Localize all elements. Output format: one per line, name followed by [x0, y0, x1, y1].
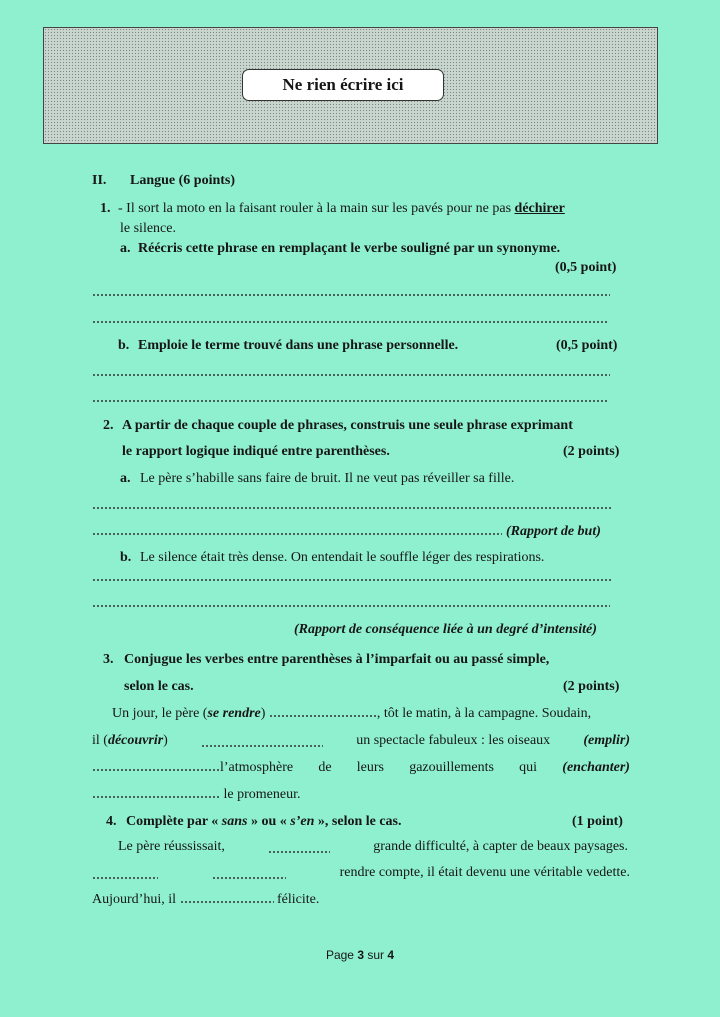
q4-text: Le père réussissait,	[118, 839, 225, 854]
q4-text-line2	[92, 864, 630, 882]
q4-points: (1 point)	[572, 814, 623, 829]
q3-verb: (enchanter)	[562, 760, 630, 775]
answer-blank[interactable]	[180, 901, 274, 903]
answer-blank[interactable]	[201, 745, 323, 747]
q1a-label: a.	[120, 241, 131, 256]
q4-instruction-text: » ou «	[247, 814, 291, 829]
q2-points: (2 points)	[563, 444, 620, 459]
q2a-rapport: (Rapport de but)	[506, 524, 601, 539]
q3-text: )	[260, 706, 269, 721]
answer-line[interactable]	[92, 579, 612, 581]
page-number-text: sur	[364, 948, 388, 962]
q3-text: l’atmosphère	[220, 760, 294, 775]
q3-text-line4	[92, 786, 300, 804]
page-number	[0, 948, 720, 962]
q4-option: sans	[221, 814, 248, 829]
q3-verb: découvrir	[107, 733, 164, 748]
q3-text: gazouillements	[409, 760, 494, 775]
q4-instruction	[126, 813, 402, 831]
q1a-points: (0,5 point)	[555, 260, 617, 275]
q4-text: Aujourd’hui, il	[92, 892, 176, 907]
answer-blank[interactable]	[268, 851, 330, 853]
answer-blank[interactable]	[92, 769, 220, 771]
q4-text: félicite.	[277, 892, 320, 907]
q4-text: grande difficulté, à capter de beaux paysages.	[373, 839, 628, 854]
q3-text-line2	[92, 732, 630, 750]
q1b-instruction: Emploie le terme trouvé dans une phrase personnelle.	[138, 338, 459, 353]
q2-instruction-line1: A partir de chaque couple de phrases, construis une seule phrase exprimant	[122, 418, 573, 433]
q2b-rapport: (Rapport de conséquence liée à un degré d’intensité)	[294, 622, 597, 637]
q1a-instruction: Réécris cette phrase en remplaçant le verbe souligné par un synonyme.	[138, 241, 561, 256]
reserved-area-label: Ne rien écrire ici	[242, 69, 444, 101]
answer-blank[interactable]	[269, 715, 377, 717]
q4-number: 4.	[106, 814, 117, 829]
answer-line[interactable]	[92, 507, 612, 509]
q1-sentence-line2: le silence.	[120, 221, 176, 236]
q2-number: 2.	[103, 418, 114, 433]
q1-number: 1.	[100, 201, 111, 216]
answer-line[interactable]	[92, 294, 610, 296]
q4-instruction-text: Complète par «	[126, 814, 222, 829]
q3-text	[92, 732, 168, 750]
q2b-label: b.	[120, 550, 132, 565]
q3-text: )	[163, 733, 168, 748]
section-number: II.	[92, 173, 107, 188]
q3-text: , tôt le matin, à la campagne. Soudain,	[376, 706, 592, 721]
q1-sentence	[118, 200, 565, 218]
q3-points: (2 points)	[563, 679, 620, 694]
q2b-sentences: Le silence était très dense. On entendait le souffle léger des respirations.	[140, 550, 545, 565]
q3-text-line3	[92, 759, 630, 777]
q1-sentence-text: - Il sort la moto en la faisant rouler à la main sur les pavés pour ne pas	[118, 201, 515, 216]
q4-text-line3	[92, 891, 319, 909]
page-current: 3	[357, 948, 364, 962]
answer-blank[interactable]	[92, 877, 158, 879]
q1b-label: b.	[118, 338, 130, 353]
q4-text-line1	[118, 838, 628, 856]
q1-underlined-verb: déchirer	[514, 201, 565, 216]
page-number-text: Page	[325, 948, 358, 962]
answer-line[interactable]	[92, 400, 608, 402]
q1b-points: (0,5 point)	[556, 338, 618, 353]
answer-line[interactable]	[92, 374, 610, 376]
q2a-sentences: Le père s’habille sans faire de bruit. Il ne veut pas réveiller sa fille.	[140, 471, 515, 486]
answer-line[interactable]	[92, 533, 502, 535]
q4-text: rendre compte, il était devenu une véritable vedette.	[339, 865, 630, 880]
q3-text: de	[318, 760, 332, 775]
q2-instruction-line2: le rapport logique indiqué entre parenthèses.	[122, 444, 390, 459]
answer-blank[interactable]	[92, 796, 220, 798]
q3-text-line1	[112, 705, 630, 723]
q2a-label: a.	[120, 471, 131, 486]
reserved-area	[43, 27, 658, 144]
page-total: 4	[387, 948, 395, 962]
q3-verb: se rendre	[207, 706, 261, 721]
q3-instruction-line1: Conjugue les verbes entre parenthèses à l’imparfait ou au passé simple,	[124, 652, 550, 667]
q3-text: le promeneur.	[223, 787, 301, 802]
q3-instruction-line2: selon le cas.	[124, 679, 194, 694]
answer-line[interactable]	[92, 605, 610, 607]
q3-verb: (emplir)	[583, 733, 630, 748]
answer-blank[interactable]	[212, 877, 286, 879]
q3-text: leurs	[356, 760, 384, 775]
q3-text	[92, 759, 293, 777]
q4-instruction-text: », selon le cas.	[314, 814, 402, 829]
q3-number: 3.	[103, 652, 114, 667]
section-title: Langue (6 points)	[130, 173, 236, 188]
q3-text: il (	[92, 733, 108, 748]
q3-text: qui	[519, 760, 538, 775]
q4-option: s’en	[290, 814, 315, 829]
q3-text: un spectacle fabuleux : les oiseaux	[356, 733, 551, 748]
answer-line[interactable]	[92, 321, 608, 323]
q3-text: Un jour, le père (	[112, 706, 208, 721]
